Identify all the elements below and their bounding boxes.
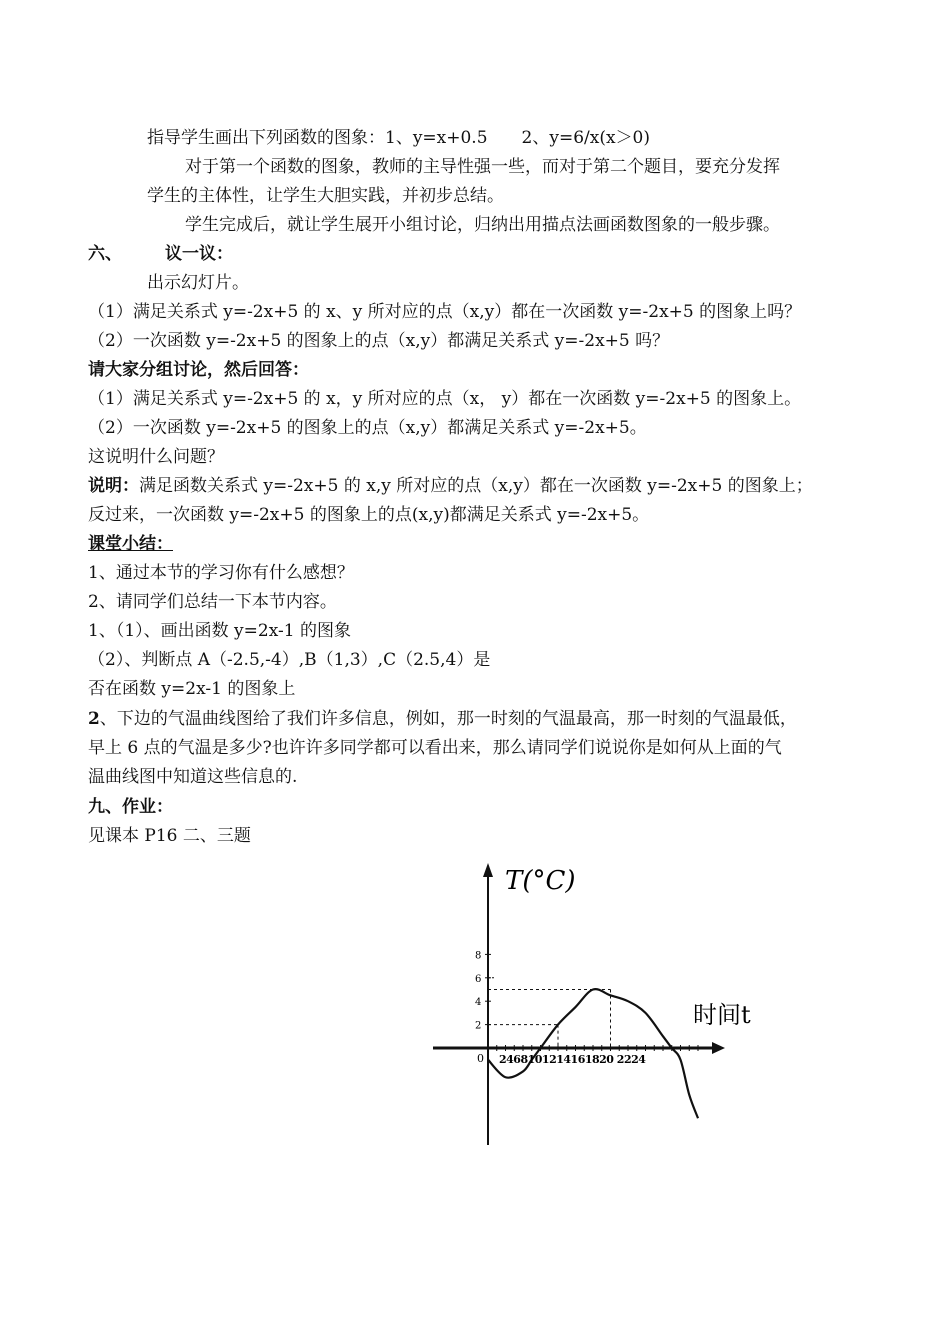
summary-heading: 课堂小结：	[88, 534, 173, 554]
homework-line: 见课本 P16 二、三题	[88, 826, 251, 846]
discussion-heading: 请大家分组讨论，然后回答：	[88, 360, 309, 380]
paragraph-line: 出示幻灯片。	[147, 273, 249, 293]
explanation-text: 满足函数关系式 y=-2x+5 的 x,y 所对应的点（x,y）都在一次函数 y=-2x+5 的图象上；	[139, 476, 813, 496]
y-tick-label: 2	[475, 1020, 482, 1032]
problem-2-line-1	[88, 707, 797, 731]
paragraph-line: 学生完成后，就让学生展开小组讨论，归纳出用描点法画函数图象的一般步骤。	[185, 215, 780, 235]
homework-heading: 九、作业：	[88, 797, 173, 817]
explanation-label: 说明：	[88, 476, 139, 496]
explanation-line	[88, 474, 813, 498]
instruction-line: 指导学生画出下列函数的图象：1、y=x+0.5 2、y=6/x(x＞0)	[147, 128, 650, 148]
problem-2-number: 2	[88, 709, 100, 729]
summary-item-2: 2、请同学们总结一下本节内容。	[88, 592, 337, 612]
temperature-graph	[425, 855, 751, 1150]
exercise-line-1: 1、（1）、画出函数 y=2x-1 的图象	[88, 621, 351, 641]
problem-2-line-2: 早上 6 点的气温是多少?也许许多同学都可以看出来，那么请同学们说说你是如何从上面的气	[88, 738, 782, 758]
exercise-line-2: （2）、判断点 A（-2.5,-4）,B（1,3）,C（2.5,4）是	[88, 650, 491, 670]
paragraph-line: 学生的主体性，让学生大胆实践，并初步总结。	[147, 186, 504, 206]
paragraph-line: 对于第一个函数的图象，教师的主导性强一些，而对于第二个题目，要充分发挥	[185, 157, 780, 177]
paragraph-line: 这说明什么问题？	[88, 447, 224, 467]
x-tick-labels: 2468101214161820 2224	[499, 1053, 646, 1066]
y-tick-label: 6	[475, 973, 482, 985]
exercise-line-3: 否在函数 y=2x-1 的图象上	[88, 679, 296, 699]
y-tick-label: 8	[475, 950, 482, 962]
answer-2: （2）一次函数 y=-2x+5 的图象上的点（x,y）都满足关系式 y=-2x+5。	[88, 418, 647, 438]
question-1: （1）满足关系式 y=-2x+5 的 x、y 所对应的点（x,y）都在一次函数 y=-2x+5 的图象上吗？	[88, 302, 802, 322]
y-axis-arrow-icon	[483, 863, 493, 877]
x-axis-arrow-icon	[712, 1042, 725, 1054]
answer-1: （1）满足关系式 y=-2x+5 的 x，y 所对应的点（x， y）都在一次函数 y=-2x+5 的图象上。	[88, 389, 802, 409]
explanation-line-2: 反过来，一次函数 y=-2x+5 的图象上的点(x,y)都满足关系式 y=-2x+5。	[88, 505, 650, 525]
summary-item-1: 1、通过本节的学习你有什么感想？	[88, 563, 354, 583]
y-axis-label: T(°C)	[505, 866, 576, 896]
origin-label: 0	[477, 1052, 484, 1065]
y-tick-label: 4	[475, 997, 482, 1009]
section-six-title: 议一议：	[165, 244, 233, 264]
problem-2-text: 、下边的气温曲线图给了我们许多信息，例如，那一时刻的气温最高，那一时刻的气温最低，	[99, 709, 797, 729]
problem-2-line-3: 温曲线图中知道这些信息的.	[88, 767, 298, 787]
section-six-number: 六、	[88, 244, 122, 264]
question-2: （2）一次函数 y=-2x+5 的图象上的点（x,y）都满足关系式 y=-2x+5 吗？	[88, 331, 670, 351]
x-axis-label: 时间t	[693, 1001, 751, 1029]
